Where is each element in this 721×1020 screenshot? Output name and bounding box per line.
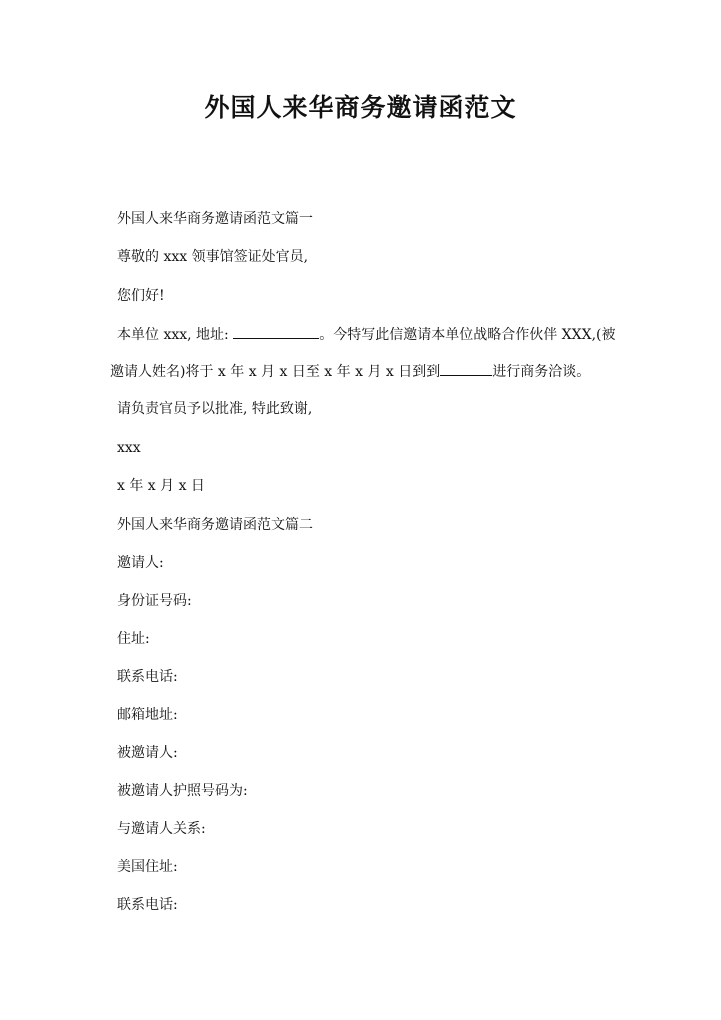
date: x 年 x 月 x 日 xyxy=(117,478,205,494)
field-inviter: 邀请人: xyxy=(117,555,164,571)
section-heading-2: 外国人来华商务邀请函范文篇二 xyxy=(117,517,313,533)
field-phone: 联系电话: xyxy=(117,669,178,685)
field-address: 住址: xyxy=(117,631,150,647)
body-paragraph-line-2 xyxy=(110,361,590,382)
field-us-address: 美国住址: xyxy=(117,859,178,875)
greeting: 您们好! xyxy=(117,288,165,304)
signature: xxx xyxy=(117,440,141,456)
document-title: 外国人来华商务邀请函范文 xyxy=(204,93,517,122)
body-text: 进行商务洽谈。 xyxy=(492,364,591,380)
field-relationship: 与邀请人关系: xyxy=(117,821,206,837)
body-text: 。今特写此信邀请本单位战略合作伙伴 XXX,(被 xyxy=(319,327,616,343)
location-blank xyxy=(440,361,492,376)
field-email: 邮箱地址: xyxy=(117,707,178,723)
salutation: 尊敬的 xxx 领事馆签证处官员, xyxy=(117,249,309,265)
address-blank xyxy=(233,324,319,339)
body-text: 本单位 xxx, 地址: xyxy=(117,327,229,343)
closing-request: 请负责官员予以批准, 特此致谢, xyxy=(117,401,313,417)
field-passport-number: 被邀请人护照号码为: xyxy=(117,783,248,799)
field-invitee: 被邀请人: xyxy=(117,745,178,761)
body-paragraph-line-1 xyxy=(117,324,615,345)
body-text: 邀请人姓名)将于 x 年 x 月 x 日至 x 年 x 月 x 日到到 xyxy=(110,364,441,380)
field-contact-phone: 联系电话: xyxy=(117,897,178,913)
section-heading-1: 外国人来华商务邀请函范文篇一 xyxy=(117,211,313,227)
field-id-number: 身份证号码: xyxy=(117,593,192,609)
